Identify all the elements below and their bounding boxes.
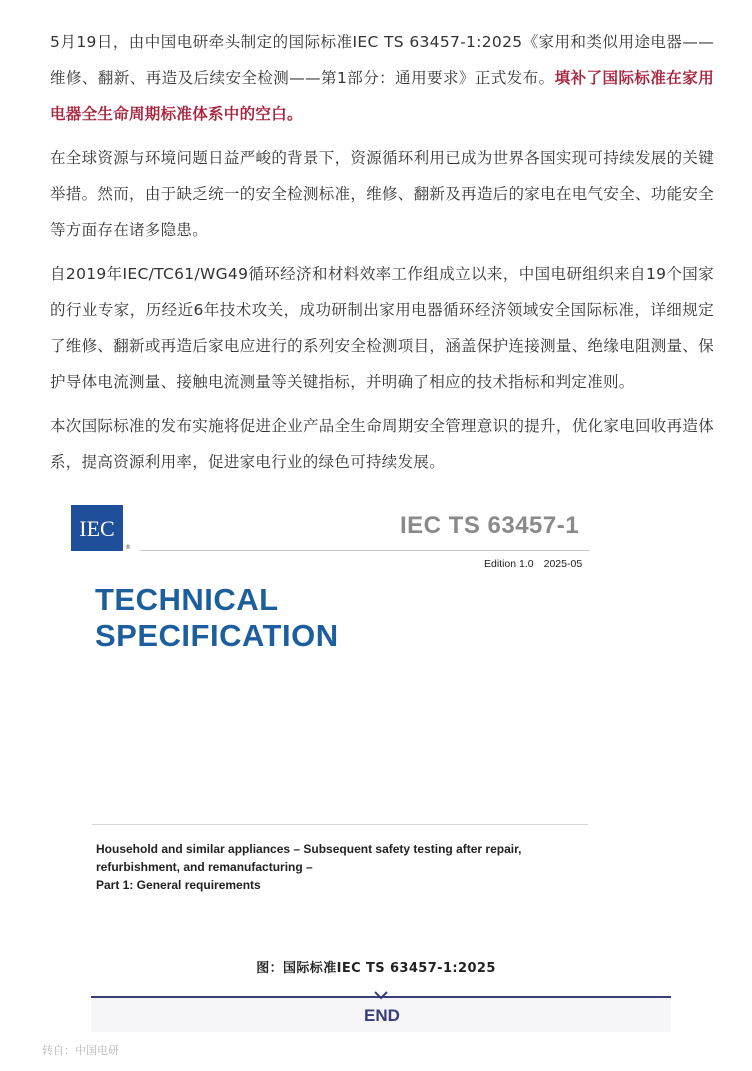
intro-text: 5月19日，由中国电研牵头制定的国际标准IEC TS 63457-1:2025《家用和类似用途电器——维修、翻新、再造及后续安全检测——第1部分：通用要求》正式发布。 (50, 33, 714, 87)
title-line: refurbishment, and remanufacturing – (96, 860, 313, 874)
standard-cover-image (70, 500, 595, 920)
iec-logo-text: IEC (79, 516, 115, 541)
document-type (95, 582, 339, 654)
title-line: Part 1: General requirements (96, 878, 261, 892)
doc-type-line2: SPECIFICATION (95, 618, 339, 653)
paragraph-intro (50, 24, 714, 132)
figure-caption: 图：国际标准IEC TS 63457-1:2025 (256, 961, 496, 976)
edition-date: 2025-05 (543, 558, 583, 570)
edition-info (484, 558, 592, 570)
paragraph-development: 自2019年IEC/TC61/WG49循环经济和材料效率工作组成立以来，中国电研组织来自19个国家的行业专家，历经近6年技术攻关，成功研制出家用电器循环经济领域安全国际标准，详细规定了维修、翻新或再造后家电应进行的系列安全检测项目，涵盖保护连接测量、绝缘电阻测量、保护导体电流测量、接触电流测量等关键指标，并明确了相应的技术指标和判定准则。 (50, 265, 714, 391)
divider-line (140, 550, 590, 551)
article-body (50, 24, 714, 488)
standard-number: IEC TS 63457-1 (400, 512, 580, 539)
standard-title (96, 840, 521, 894)
chevron-down-icon (374, 990, 388, 1000)
intro-highlight: 填补了国际标准在家用电器全生命周期标准体系中的空白。 (50, 69, 714, 123)
paragraph-background: 在全球资源与环境问题日益严峻的背景下，资源循环利用已成为世界各国实现可持续发展的关键举措。然而，由于缺乏统一的安全检测标准，维修、翻新及再造后的家电在电气安全、功能安全等方面存在诸多隐患。 (50, 149, 714, 239)
paragraph-impact: 本次国际标准的发布实施将促进企业产品全生命周期安全管理意识的提升，优化家电回收再造体系，提高资源利用率，促进家电行业的绿色可持续发展。 (50, 417, 714, 471)
iec-logo (71, 505, 123, 551)
source-note: 转自：中国电研 (42, 1044, 119, 1057)
divider-line (92, 824, 588, 825)
registered-mark: ® (125, 544, 131, 551)
doc-type-line1: TECHNICAL (95, 582, 279, 617)
end-label: END (364, 1006, 400, 1025)
edition-label: Edition 1.0 (484, 558, 534, 570)
title-line: Household and similar appliances – Subsequent safety testing after repair, (96, 842, 522, 856)
